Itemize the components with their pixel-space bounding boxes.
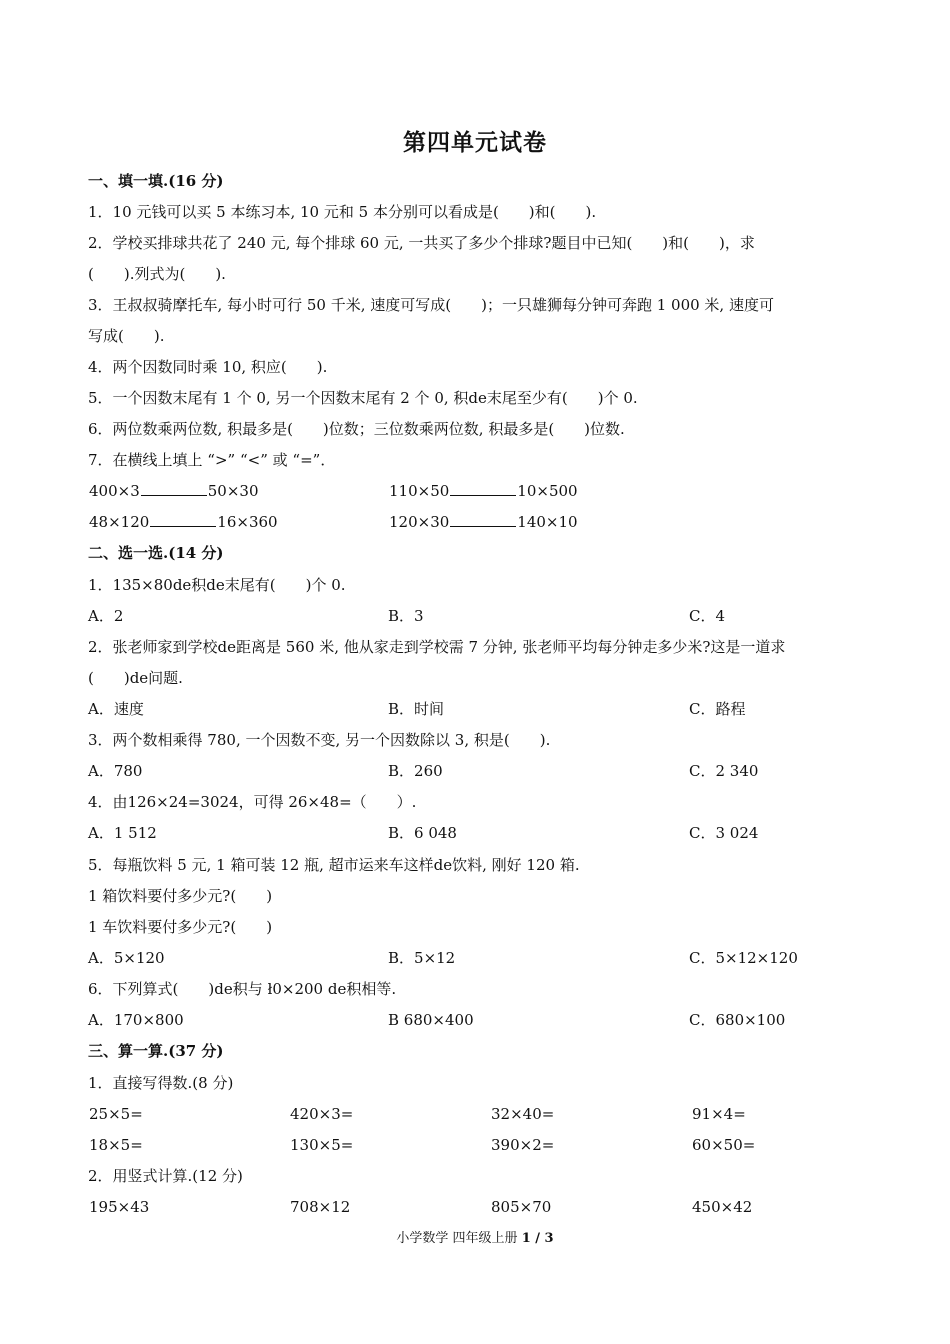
- answer-blank[interactable]: [141, 481, 207, 496]
- option-a: A．5×120: [88, 949, 165, 967]
- option-b: B．时间: [388, 700, 445, 718]
- page-footer: [0, 1227, 950, 1246]
- option-c: C．2 340: [689, 762, 759, 780]
- s1-question-6: 6．两位数乘两位数, 积最多是( )位数；三位数乘两位数, 积最多是( )位数.: [88, 420, 625, 438]
- option-c: C．4: [689, 607, 726, 625]
- calc-item: 60×50=: [692, 1136, 756, 1154]
- compare-item: 110×50 10×500: [389, 482, 578, 500]
- calc-item: 708×12: [290, 1198, 351, 1216]
- s1-question-3-line2: 写成( ).: [88, 327, 165, 345]
- option-c: C．3 024: [689, 824, 759, 842]
- calc-item: 130×5=: [290, 1136, 354, 1154]
- s1-question-4: 4．两个因数同时乘 10, 积应( ).: [88, 358, 328, 376]
- s2-question-3: 3．两个数相乘得 780, 一个因数不变, 另一个因数除以 3, 积是( ).: [88, 731, 551, 749]
- option-c: C．5×12×120: [689, 949, 798, 967]
- s2-question-4: 4．由126×24=3024，可得 26×48=（ ）.: [88, 793, 417, 811]
- calc-item: 91×4=: [692, 1105, 746, 1123]
- option-a: A．1 512: [88, 824, 157, 842]
- option-c: C．680×100: [689, 1011, 786, 1029]
- s1-question-7: 7．在横线上填上 “>” “<” 或 “=”．: [88, 451, 336, 469]
- section1-heading: 一、填一填.(16 分): [88, 172, 224, 190]
- option-b: B．3: [388, 607, 424, 625]
- s2-question-2-line2: ( )de问题.: [88, 669, 183, 687]
- option-c: C．路程: [689, 700, 746, 718]
- s3-question-2: 2．用竖式计算.(12 分): [88, 1167, 243, 1185]
- option-a: A．170×800: [88, 1011, 184, 1029]
- s2-question-6: 6．下列算式( )de积与 ł0×200 de积相等.: [88, 980, 397, 998]
- footer-label: 小学数学 四年级上册: [396, 1231, 518, 1246]
- compare-item: 400×3 50×30: [89, 482, 259, 500]
- option-b: B．5×12: [388, 949, 456, 967]
- calc-item: 32×40=: [491, 1105, 555, 1123]
- s2-question-5-sub2: 1 车饮料要付多少元?( ): [88, 918, 273, 936]
- page-title: 第四单元试卷: [403, 129, 547, 156]
- calc-item: 450×42: [692, 1198, 753, 1216]
- option-b: B．260: [388, 762, 443, 780]
- option-b: B．6 048: [388, 824, 457, 842]
- s1-question-1: 1．10 元钱可以买 5 本练习本, 10 元和 5 本分别可以看成是( )和( ).: [88, 203, 597, 221]
- calc-item: 420×3=: [290, 1105, 354, 1123]
- s1-question-2-line2: ( ).列式为( ).: [88, 265, 226, 283]
- answer-blank[interactable]: [150, 512, 216, 527]
- s2-question-5: 5．每瓶饮料 5 元, 1 箱可装 12 瓶, 超市运来车这样de饮料, 刚好 120 箱.: [88, 856, 580, 874]
- calc-item: 195×43: [89, 1198, 150, 1216]
- s3-question-1: 1．直接写得数.(8 分): [88, 1074, 234, 1092]
- answer-blank[interactable]: [450, 512, 516, 527]
- calc-item: 18×5=: [89, 1136, 143, 1154]
- s2-question-2-line1: 2．张老师家到学校de距离是 560 米, 他从家走到学校需 7 分钟, 张老师平均每分钟走多少米?这是一道求: [88, 638, 786, 656]
- s2-question-1: 1．135×80de积de末尾有( )个 0.: [88, 576, 346, 594]
- s1-question-3-line1: 3．王叔叔骑摩托车, 每小时可行 50 千米, 速度可写成( )；一只雄狮每分钟可奔跑 1 000 米, 速度可: [88, 296, 774, 314]
- s1-question-5: 5．一个因数末尾有 1 个 0, 另一个因数末尾有 2 个 0, 积de末尾至少有( )个 0.: [88, 389, 638, 407]
- calc-item: 805×70: [491, 1198, 552, 1216]
- page-number: 1 / 3: [521, 1231, 554, 1246]
- calc-item: 25×5=: [89, 1105, 143, 1123]
- option-a: A．2: [88, 607, 124, 625]
- option-a: A．780: [88, 762, 143, 780]
- calc-item: 390×2=: [491, 1136, 555, 1154]
- compare-item: 120×30 140×10: [389, 513, 578, 531]
- s2-question-5-sub1: 1 箱饮料要付多少元?( ): [88, 887, 273, 905]
- s1-question-2-line1: 2．学校买排球共花了 240 元, 每个排球 60 元, 一共买了多少个排球?题目中已知( )和( )，求: [88, 234, 755, 252]
- section2-heading: 二、选一选.(14 分): [88, 544, 224, 562]
- option-b: B 680×400: [388, 1011, 474, 1029]
- answer-blank[interactable]: [450, 481, 516, 496]
- compare-item: 48×120 16×360: [89, 513, 278, 531]
- section3-heading: 三、算一算.(37 分): [88, 1042, 224, 1060]
- option-a: A．速度: [88, 700, 144, 718]
